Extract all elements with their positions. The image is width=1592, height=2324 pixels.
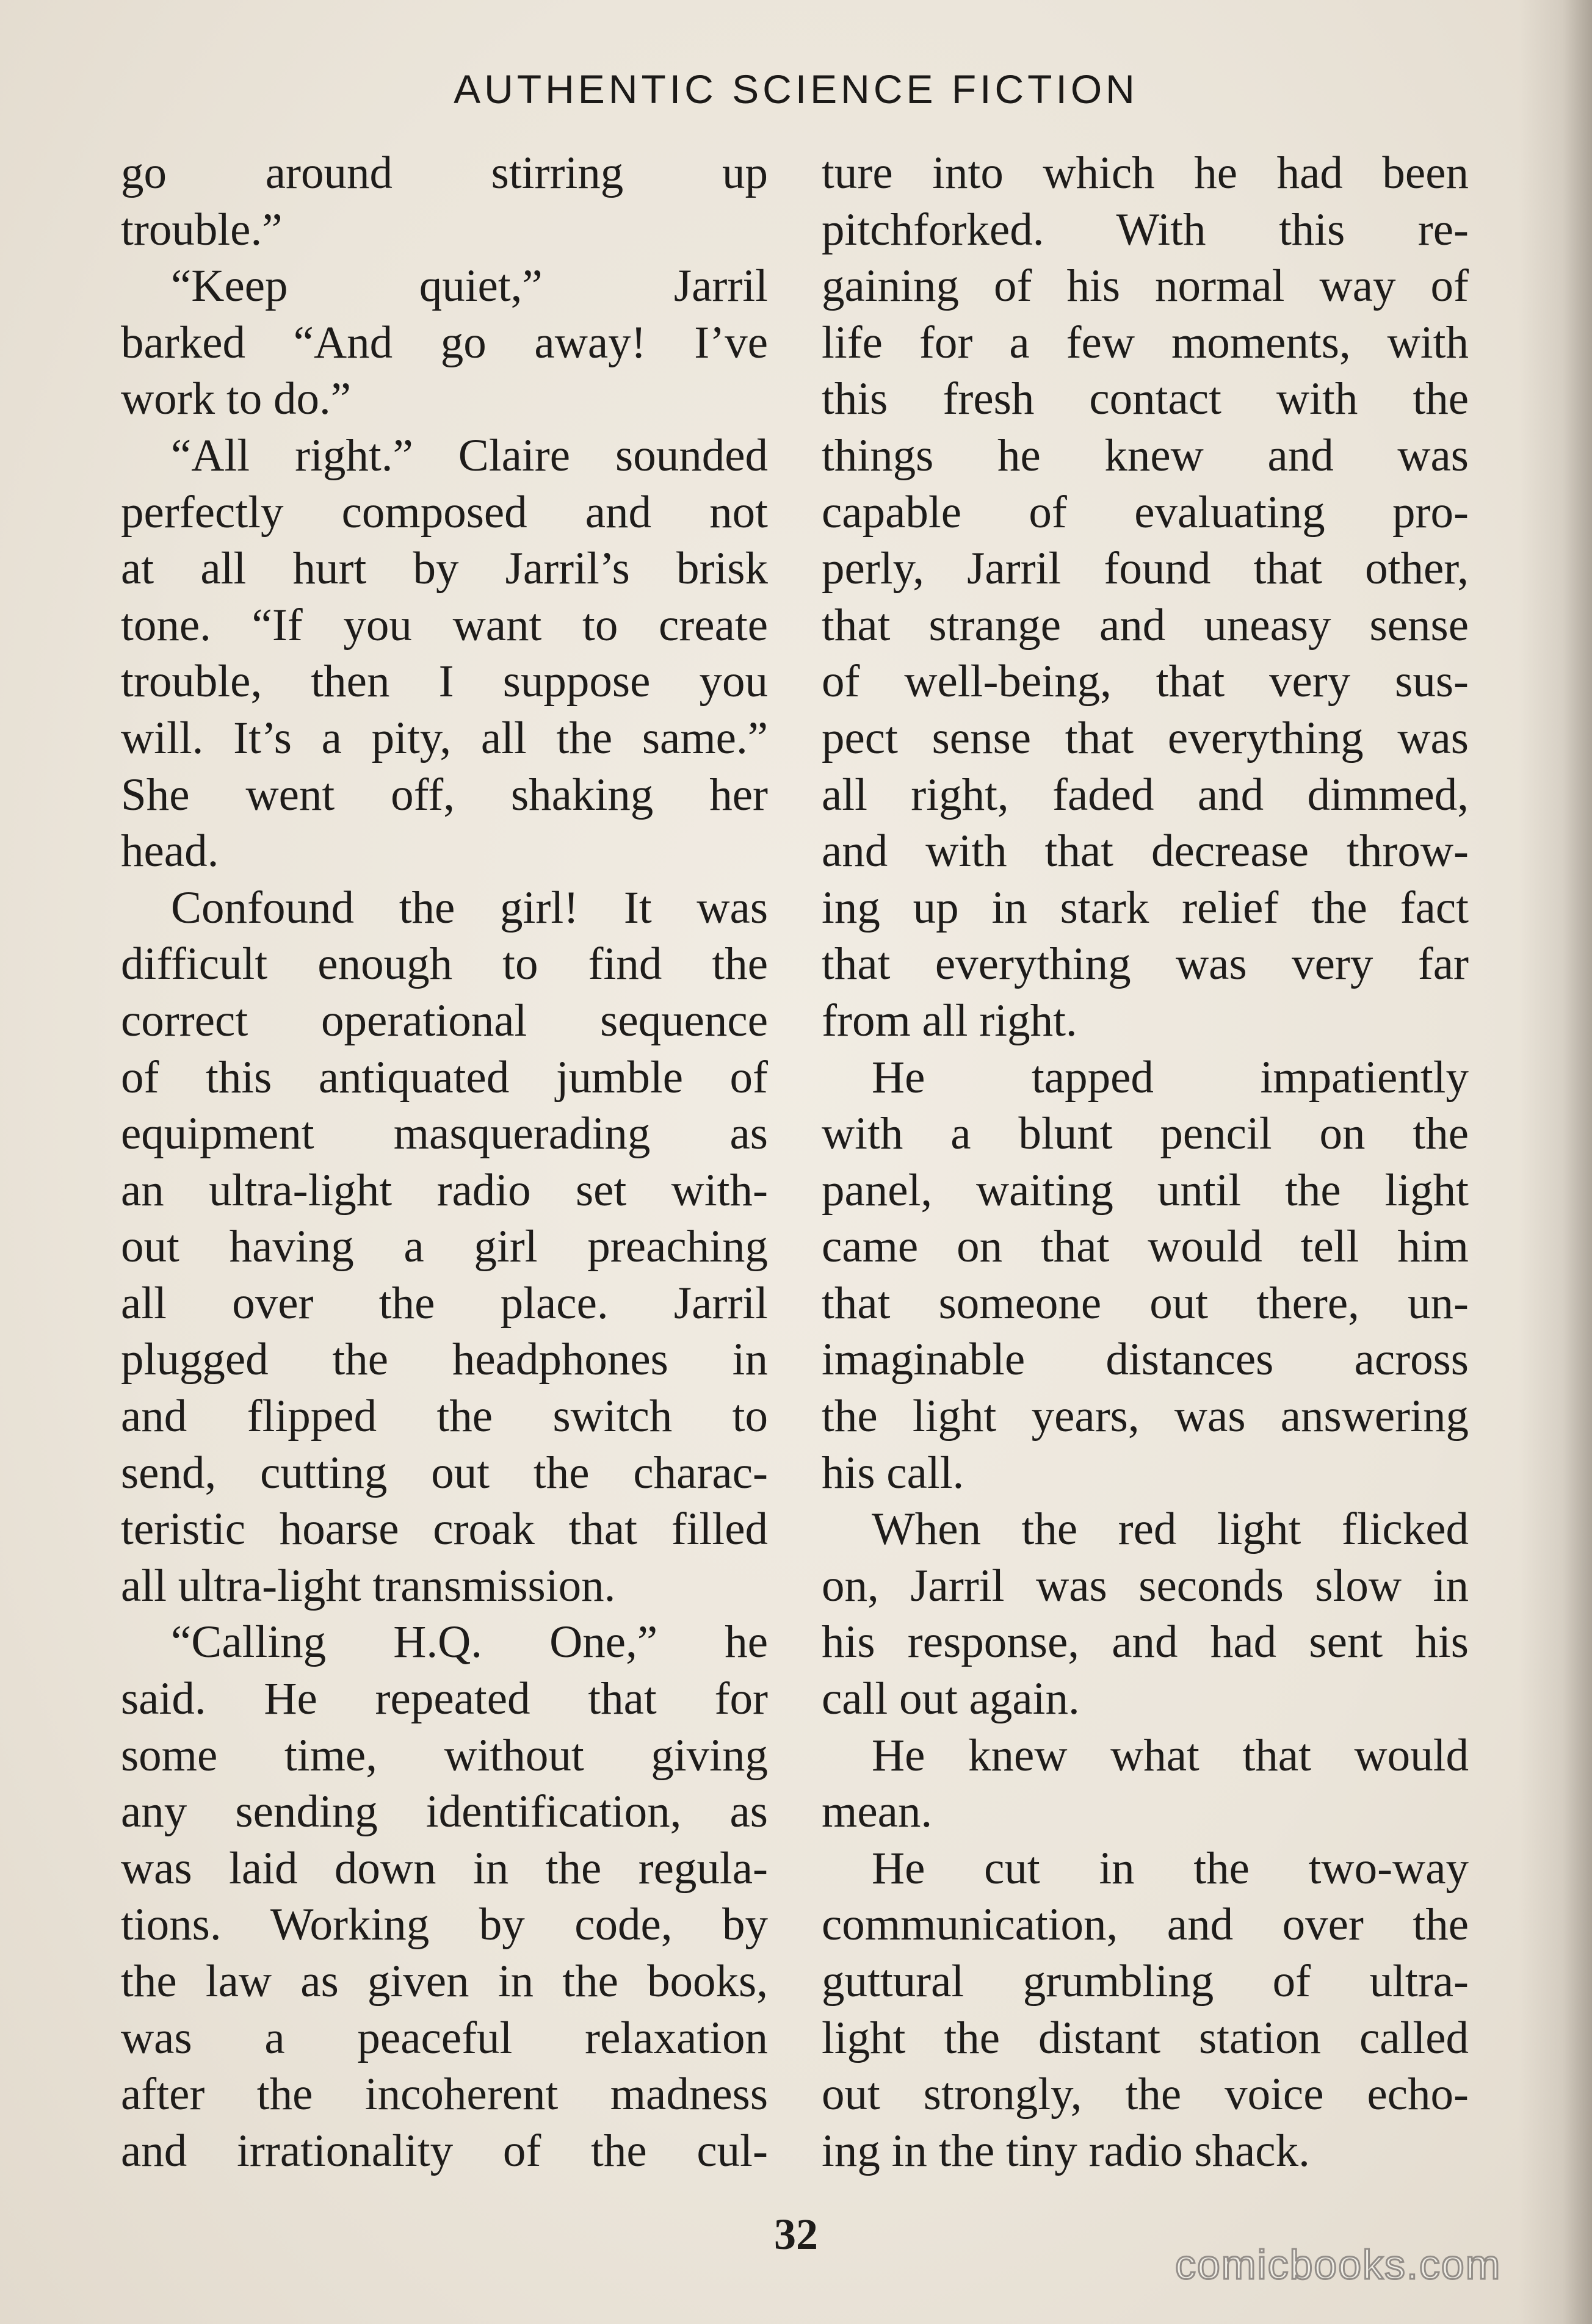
text-line: Confound the girl! It was (171, 882, 768, 933)
text-line: came on that would tell him (822, 1221, 1469, 1272)
text-line: perfectly composed and not (121, 486, 768, 538)
text-line: teristic hoarse croak that filled (121, 1504, 768, 1555)
text-line: trouble.” (121, 204, 283, 255)
text-line: was laid down in the regula- (121, 1842, 768, 1894)
text-line: guttural grumbling of ultra- (822, 1956, 1469, 2007)
text-line: perly, Jarril found that other, (822, 543, 1469, 594)
text-line: gaining of his normal way of (822, 261, 1469, 312)
text-line: work to do.” (121, 374, 352, 425)
text-line: panel, waiting until the light (822, 1164, 1469, 1216)
text-line: tone. “If you want to create (121, 599, 768, 651)
text-line: said. He repeated that for (121, 1673, 768, 1725)
text-line: ing in the tiny radio shack. (822, 2125, 1310, 2176)
text-line: all ultra-light transmission. (121, 1560, 616, 1611)
text-line: plugged the headphones in (121, 1334, 768, 1385)
text-line: of well-being, that very sus- (822, 656, 1469, 707)
running-head: AUTHENTIC SCIENCE FICTION (454, 67, 1138, 112)
text-line: some time, without giving (121, 1730, 768, 1781)
text-line: call out again. (822, 1673, 1080, 1725)
text-line: that strange and uneasy sense (822, 599, 1469, 651)
text-line: He tapped impatiently (872, 1052, 1469, 1103)
text-line: “Calling H.Q. One,” he (171, 1617, 768, 1668)
text-line: capable of evaluating pro- (822, 486, 1469, 538)
text-line: trouble, then I suppose you (121, 656, 768, 707)
text-line: this fresh contact with the (822, 374, 1469, 425)
text-line: an ultra-light radio set with- (121, 1164, 768, 1216)
text-line: that someone out there, un- (822, 1277, 1469, 1329)
text-line: on, Jarril was seconds slow in (822, 1560, 1469, 1611)
text-line: imaginable distances across (822, 1334, 1469, 1385)
text-line: all right, faded and dimmed, (822, 769, 1469, 820)
text-line: light the distant station called (822, 2012, 1469, 2063)
text-line: from all right. (822, 995, 1077, 1046)
text-line: with a blunt pencil on the (822, 1108, 1469, 1160)
text-line: of this antiquated jumble of (121, 1052, 768, 1103)
text-line: the law as given in the books, (121, 1956, 768, 2007)
text-line: difficult enough to find the (121, 939, 768, 990)
text-line: barked “And go away! I’ve (121, 317, 768, 368)
text-line: He knew what that would (872, 1730, 1469, 1781)
text-line: all over the place. Jarril (121, 1277, 768, 1329)
text-line: correct operational sequence (121, 995, 768, 1046)
right-column (822, 145, 1469, 2179)
watermark-logo: comicbooks.com (1175, 2242, 1502, 2288)
text-line: She went off, shaking her (121, 769, 768, 820)
text-line: out strongly, the voice echo- (822, 2069, 1469, 2120)
text-line: ing up in stark relief the fact (822, 882, 1469, 933)
text-line: will. It’s a pity, all the same.” (121, 712, 768, 763)
text-line: life for a few moments, with (822, 317, 1469, 368)
text-line: go around stirring up (121, 148, 768, 198)
text-line: was a peaceful relaxation (121, 2012, 768, 2063)
text-line: When the red light flicked (872, 1504, 1469, 1555)
text-line: head. (121, 826, 219, 877)
text-line: “Keep quiet,” Jarril (171, 261, 768, 312)
text-line: and with that decrease throw- (822, 826, 1469, 877)
text-line: out having a girl preaching (121, 1221, 768, 1272)
text-line: He cut in the two-way (872, 1842, 1469, 1894)
text-line: pitchforked. With this re- (822, 204, 1469, 255)
text-line: and irrationality of the cul- (121, 2125, 768, 2176)
page-number: 32 (774, 2210, 818, 2259)
text-line: send, cutting out the charac- (121, 1447, 768, 1498)
text-line: his call. (822, 1447, 964, 1498)
text-line: “All right.” Claire sounded (171, 430, 768, 481)
text-line: at all hurt by Jarril’s brisk (121, 543, 768, 594)
text-line: equipment masquerading as (121, 1108, 768, 1160)
text-line: pect sense that everything was (822, 712, 1469, 763)
left-column (121, 145, 768, 2179)
text-line: and flipped the switch to (121, 1391, 768, 1442)
spine-shadow (1519, 0, 1592, 2324)
text-line: that everything was very far (822, 939, 1469, 990)
text-line: ture into which he had been (822, 148, 1469, 198)
text-line: tions. Working by code, by (121, 1899, 768, 1951)
text-line: after the incoherent madness (121, 2069, 768, 2120)
text-line: things he knew and was (822, 430, 1469, 481)
text-line: mean. (822, 1786, 933, 1838)
text-line: his response, and had sent his (822, 1617, 1469, 1668)
text-line: communication, and over the (822, 1899, 1469, 1951)
text-line: the light years, was answering (822, 1391, 1469, 1442)
text-line: any sending identification, as (121, 1786, 768, 1838)
